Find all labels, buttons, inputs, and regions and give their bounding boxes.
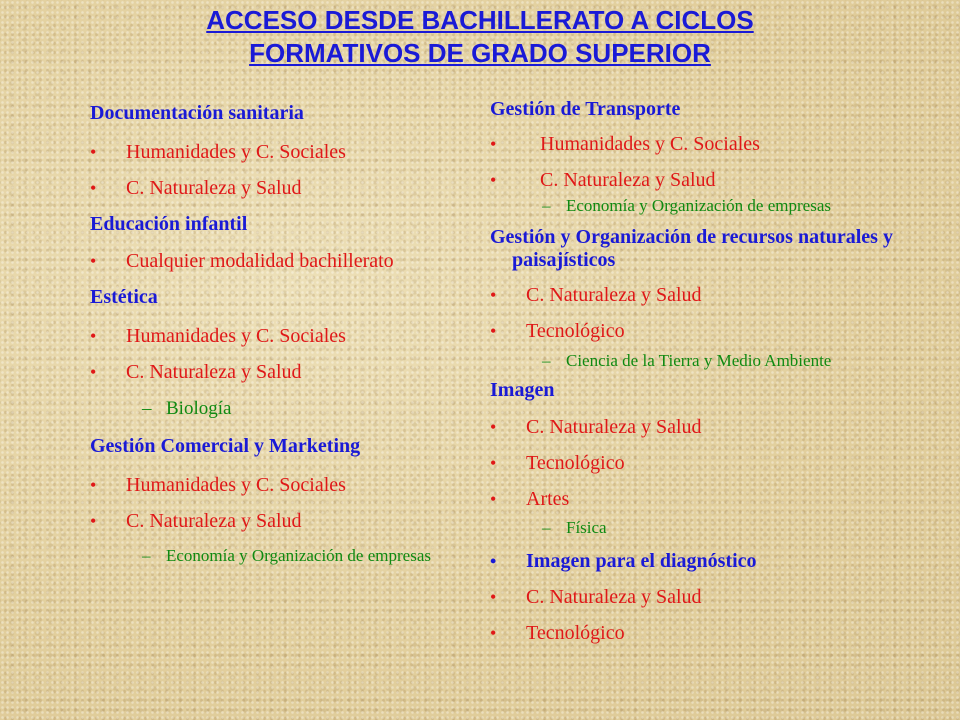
slide-title-line-1: ACCESO DESDE BACHILLERATO A CICLOS	[206, 5, 754, 35]
bullet-icon: •	[90, 475, 97, 495]
bullet-icon: •	[490, 134, 497, 154]
list-item	[90, 141, 460, 163]
item-label: Humanidades y C. Sociales	[126, 474, 346, 496]
list-item	[90, 325, 460, 347]
item-label: Imagen para el diagnóstico	[526, 550, 757, 572]
item-label: C. Naturaleza y Salud	[126, 510, 302, 532]
item-label: C. Naturaleza y Salud	[540, 169, 716, 191]
list-item	[490, 586, 930, 608]
bullet-icon: •	[490, 489, 497, 509]
heading-imagen: Imagen	[490, 379, 555, 401]
item-label: C. Naturaleza y Salud	[126, 177, 302, 199]
item-label: Tecnológico	[526, 622, 625, 644]
bullet-icon: •	[490, 453, 497, 473]
bullet-icon: •	[490, 551, 497, 571]
item-label: C. Naturaleza y Salud	[126, 361, 302, 383]
sub-item-label: Economía y Organización de empresas	[166, 546, 431, 565]
dash-icon: –	[542, 351, 551, 370]
heading-educacion-infantil: Educación infantil	[90, 213, 248, 235]
list-item	[490, 320, 930, 342]
sub-item	[490, 351, 930, 371]
item-label: C. Naturaleza y Salud	[526, 416, 702, 438]
item-label: Tecnológico	[526, 452, 625, 474]
dash-icon: –	[542, 518, 551, 537]
bullet-icon: •	[90, 511, 97, 531]
dash-icon: –	[142, 398, 152, 419]
sub-item	[490, 196, 930, 216]
dash-icon: –	[142, 546, 151, 565]
heading-gestion-recursos: Gestión y Organización de recursos naturales y paisajísticos	[490, 226, 893, 271]
heading-imagen-diagnostico	[490, 550, 930, 572]
bullet-icon: •	[90, 142, 97, 162]
bullet-icon: •	[90, 251, 97, 271]
sub-item	[90, 544, 460, 567]
bullet-icon: •	[490, 417, 497, 437]
bullet-icon: •	[90, 362, 97, 382]
bullet-icon: •	[490, 285, 497, 305]
list-item	[90, 177, 460, 199]
sub-item-label: Física	[566, 518, 607, 537]
list-item	[490, 284, 930, 306]
bullet-icon: •	[490, 321, 497, 341]
item-label: Tecnológico	[526, 320, 625, 342]
sub-item	[490, 518, 930, 538]
bullet-icon: •	[490, 170, 497, 190]
item-label: Humanidades y C. Sociales	[540, 133, 760, 155]
sub-item-label: Ciencia de la Tierra y Medio Ambiente	[566, 351, 832, 370]
bullet-icon: •	[490, 623, 497, 643]
item-label: C. Naturaleza y Salud	[526, 284, 702, 306]
heading-gestion-comercial: Gestión Comercial y Marketing	[90, 435, 361, 457]
item-label: Humanidades y C. Sociales	[126, 141, 346, 163]
list-item	[490, 416, 930, 438]
bullet-icon: •	[90, 178, 97, 198]
item-label: Artes	[526, 488, 570, 510]
list-item	[490, 169, 930, 191]
list-item	[90, 250, 460, 272]
sub-item	[90, 399, 460, 419]
list-item	[90, 510, 460, 532]
dash-icon: –	[542, 196, 551, 215]
list-item	[490, 488, 930, 510]
list-item	[90, 361, 460, 383]
bullet-icon: •	[490, 587, 497, 607]
item-label: Humanidades y C. Sociales	[126, 325, 346, 347]
item-label: C. Naturaleza y Salud	[526, 586, 702, 608]
list-item	[490, 452, 930, 474]
item-label: Cualquier modalidad bachillerato	[126, 250, 394, 272]
slide-title-line-2: FORMATIVOS DE GRADO SUPERIOR	[249, 38, 711, 68]
list-item	[490, 133, 930, 155]
sub-item-label: Economía y Organización de empresas	[566, 196, 831, 215]
sub-item-label: Biología	[166, 398, 232, 419]
heading-gestion-transporte: Gestión de Transporte	[490, 98, 681, 120]
bullet-icon: •	[90, 326, 97, 346]
list-item	[90, 474, 460, 496]
heading-documentacion-sanitaria: Documentación sanitaria	[90, 102, 304, 124]
right-column	[490, 92, 930, 644]
left-column	[90, 96, 460, 567]
heading-estetica: Estética	[90, 286, 158, 308]
slide-title	[0, 4, 960, 70]
list-item	[490, 622, 930, 644]
